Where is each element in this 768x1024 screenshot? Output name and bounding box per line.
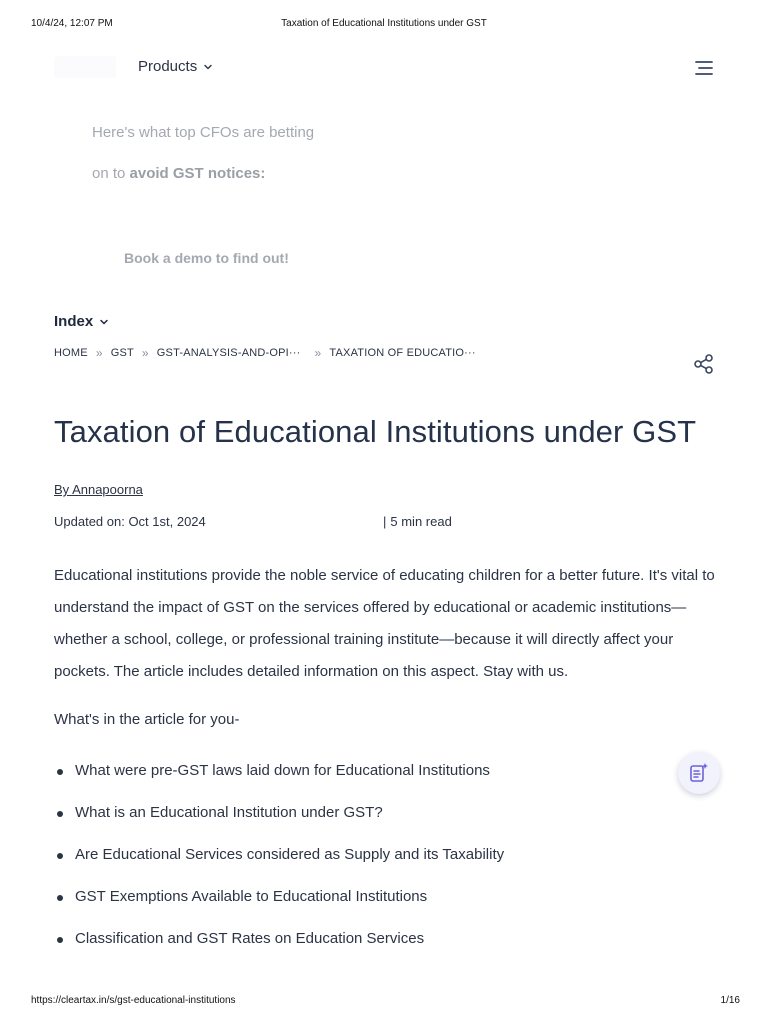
breadcrumb-separator-icon: » xyxy=(314,346,322,360)
breadcrumb-gst[interactable]: GST xyxy=(110,347,134,359)
top-navigation xyxy=(54,52,714,84)
toc-item-label: What is an Educational Institution under GST? xyxy=(75,804,383,821)
index-dropdown[interactable] xyxy=(54,313,109,330)
breadcrumb-home[interactable]: HOME xyxy=(54,347,88,359)
print-header xyxy=(31,18,737,34)
list-item[interactable] xyxy=(54,804,504,846)
chevron-down-icon xyxy=(99,317,109,327)
updated-date: Updated on: Oct 1st, 2024 xyxy=(54,514,206,529)
promo-line-2-bold: avoid GST notices: xyxy=(129,165,266,182)
list-item[interactable] xyxy=(54,930,504,972)
promo-line-2 xyxy=(92,165,265,182)
article-title: Taxation of Educational Institutions under GST xyxy=(54,414,697,449)
breadcrumb-current: TAXATION OF EDUCATIO··· xyxy=(329,347,476,359)
print-datetime: 10/4/24, 12:07 PM xyxy=(31,18,113,29)
bullet-icon xyxy=(57,811,63,817)
site-logo[interactable] xyxy=(54,56,116,78)
print-doc-title: Taxation of Educational Institutions under GST xyxy=(281,18,487,29)
breadcrumb-analysis[interactable]: GST-ANALYSIS-AND-OPI··· xyxy=(156,347,301,359)
book-demo-link[interactable]: Book a demo to find out! xyxy=(124,250,289,266)
toc-item-label: Classification and GST Rates on Education Services xyxy=(75,930,425,947)
ai-sparkle-document-icon xyxy=(688,762,710,784)
toc-item-label: GST Exemptions Available to Educational Institutions xyxy=(75,888,428,905)
bullet-icon xyxy=(57,769,63,775)
bullet-icon xyxy=(57,895,63,901)
toc-item-label: Are Educational Services considered as Supply and its Taxability xyxy=(75,846,505,863)
bullet-icon xyxy=(57,853,63,859)
list-item[interactable] xyxy=(54,846,504,888)
promo-line-2-prefix: on to xyxy=(92,165,130,182)
hamburger-menu-icon[interactable] xyxy=(694,58,714,78)
promo-line-1: Here's what top CFOs are betting xyxy=(92,124,315,141)
read-time xyxy=(383,514,452,529)
article-intro: Educational institutions provide the noble service of educating children for a better future. It's vital to understand the impact of GST on the services offered by educational or academic institutions—whether a school, college, or professional training institute—because it will directly affect your pockets. The article includes detailed information on this aspect. Stay with us. xyxy=(54,567,715,680)
breadcrumb-separator-icon: » xyxy=(141,346,149,360)
article-toc-list xyxy=(54,762,504,972)
products-label: Products xyxy=(138,58,198,75)
index-label: Index xyxy=(54,313,94,330)
author-link[interactable]: By Annapoorna xyxy=(54,482,143,497)
breadcrumb-separator-icon: » xyxy=(95,346,103,360)
print-page-number: 1/16 xyxy=(720,995,740,1006)
list-item[interactable] xyxy=(54,762,504,804)
chevron-down-icon xyxy=(203,62,213,72)
print-url: https://cleartax.in/s/gst-educational-institutions xyxy=(31,995,236,1006)
share-icon[interactable] xyxy=(693,353,715,375)
ai-summary-button[interactable] xyxy=(678,752,720,794)
toc-item-label: What were pre-GST laws laid down for Educational Institutions xyxy=(75,762,490,779)
breadcrumb xyxy=(54,346,476,360)
bullet-icon xyxy=(57,937,63,943)
products-dropdown[interactable] xyxy=(138,58,213,75)
read-time-value: 5 min read xyxy=(390,514,452,529)
divider: | xyxy=(383,514,387,529)
toc-lead: What's in the article for you- xyxy=(54,711,240,728)
list-item[interactable] xyxy=(54,888,504,930)
